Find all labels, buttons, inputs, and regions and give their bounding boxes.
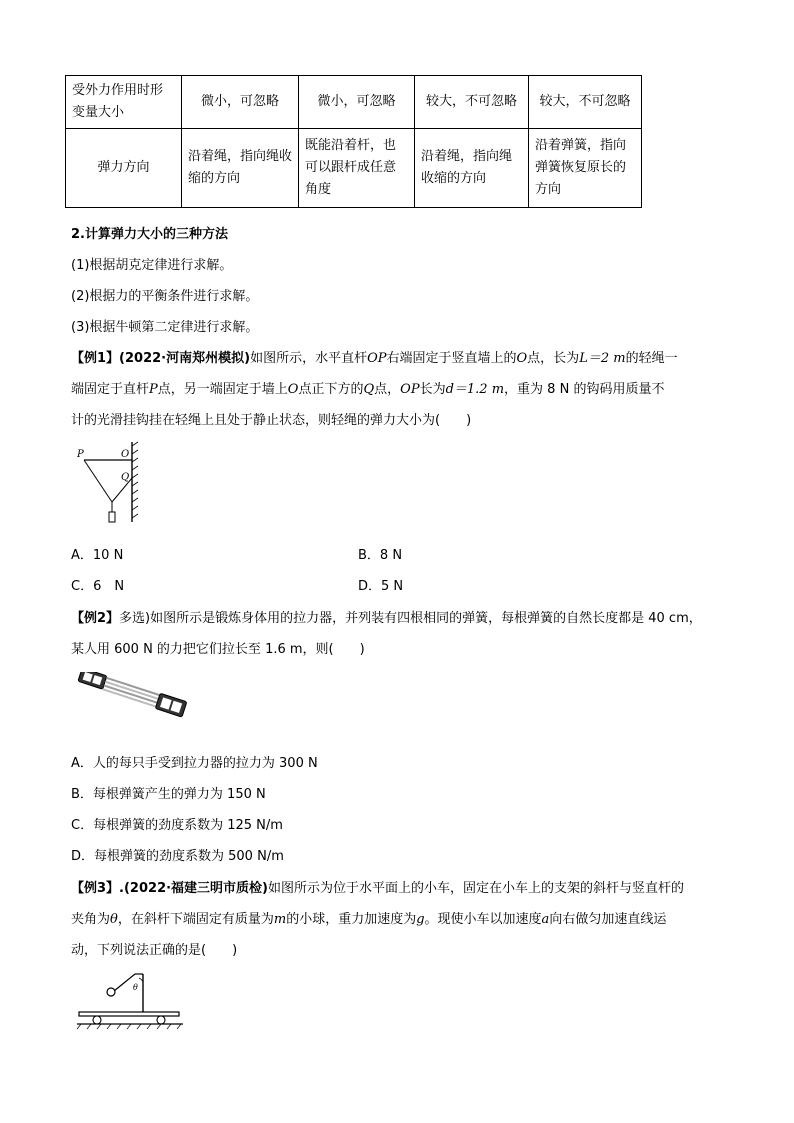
option-b: B．8 N [358, 548, 403, 563]
option-c: C．每根弹簧的劲度系数为 125 N/m [71, 818, 283, 833]
cart-figure [75, 968, 185, 1030]
example-1-line-1 [71, 347, 678, 366]
table-row [66, 76, 642, 129]
text: 的轻绳一 [625, 351, 678, 366]
text: ，重为 8 N 的钩码用质量不 [504, 382, 665, 397]
text: 夹角为 [71, 912, 111, 927]
text: 点，另一端固定于墙上 [157, 382, 288, 397]
symbol: g [416, 912, 425, 927]
label-Q: Q [121, 472, 130, 483]
method-item: (2)根据力的平衡条件进行求解。 [71, 289, 259, 304]
example-source: .(2022·福建三明市质检) [119, 881, 268, 896]
example-tag: 【例3】 [71, 881, 120, 896]
text: 如图所示，水平直杆 [250, 351, 368, 366]
text: 向右做匀加速直线运 [549, 912, 667, 927]
text: 点，长为 [527, 351, 580, 366]
table-row [66, 129, 642, 208]
text: 右端固定于竖直墙上的 [386, 351, 517, 366]
text: ，在斜杆下端固定有质量为 [117, 912, 274, 927]
table-cell: 沿着弹簧，指向弹簧恢复原长的方向 [529, 129, 642, 208]
text: 点正下方的 [298, 382, 364, 397]
symbol: d＝1.2 m [445, 382, 505, 397]
table-cell: 沿着绳，指向绳收缩的方向 [415, 129, 529, 208]
text: 多选)如图所示是锻炼身体用的拉力器，并列装有四根相同的弹簧，每根弹簧的自然长度都是 40 cm， [119, 611, 702, 626]
rope-rod-figure [72, 440, 152, 530]
option-d: D．5 N [358, 579, 404, 594]
label-theta: θ [133, 983, 138, 992]
table-cell: 较大，不可忽略 [529, 76, 642, 129]
example-3-line-1 [71, 877, 684, 896]
text: 端固定于直杆 [71, 382, 150, 397]
example-1-line-3: 计的光滑挂钩挂在轻绳上且处于静止状态，则轻绳的弹力大小为( ) [71, 413, 472, 428]
text: 长为 [419, 382, 446, 397]
comparison-table [65, 75, 642, 208]
row-header-direction: 弹力方向 [66, 129, 182, 208]
example-2-line-1 [71, 607, 702, 626]
symbol: L＝2 m [579, 351, 626, 366]
row-header-deformation: 受外力作用时形变量大小 [66, 76, 182, 129]
option-c: C．6 N [71, 579, 125, 594]
symbol: P [149, 382, 158, 397]
symbol: OP [367, 351, 387, 366]
option-d: D．每根弹簧的劲度系数为 500 N/m [71, 849, 284, 864]
symbol: Q [363, 382, 375, 397]
table-cell: 既能沿着杆，也可以跟杆成任意角度 [299, 129, 415, 208]
label-O: O [121, 449, 130, 460]
option-a: A．10 N [71, 548, 124, 563]
option-a: A．人的每只手受到拉力器的拉力为 300 N [71, 756, 318, 771]
method-item: (3)根据牛顿第二定律进行求解。 [71, 320, 259, 335]
example-3-line-3: 动，下列说法正确的是( ) [71, 943, 238, 958]
symbol: OP [400, 382, 420, 397]
method-item: (1)根据胡克定律进行求解。 [71, 258, 233, 273]
example-3-line-2 [71, 908, 666, 927]
symbol: O [516, 351, 528, 366]
label-P: P [77, 449, 84, 460]
symbol: θ [110, 912, 118, 927]
table-cell: 微小，可忽略 [299, 76, 415, 129]
example-2-line-2: 某人用 600 N 的力把它们拉长至 1.6 m，则( ) [71, 642, 365, 657]
symbol: O [287, 382, 299, 397]
example-tag: 【例2】 [71, 611, 120, 626]
example-1-line-2 [71, 378, 664, 397]
section-title: 2.计算弹力大小的三种方法 [71, 227, 228, 242]
table-cell: 微小，可忽略 [182, 76, 299, 129]
example-tag: 【例1】 [71, 351, 120, 366]
chest-expander-figure [72, 672, 187, 732]
text: 点， [374, 382, 401, 397]
symbol: a [541, 912, 550, 927]
text: 的小球，重力加速度为 [286, 912, 417, 927]
table-cell: 较大，不可忽略 [415, 76, 529, 129]
table-cell: 沿着绳，指向绳收缩的方向 [182, 129, 299, 208]
text: 如图所示为位于水平面上的小车，固定在小车上的支架的斜杆与竖直杆的 [268, 881, 685, 896]
example-source: (2022·河南郑州模拟) [119, 351, 251, 366]
symbol: m [273, 912, 287, 927]
text: 。现使小车以加速度 [424, 912, 542, 927]
option-b: B．每根弹簧产生的弹力为 150 N [71, 787, 266, 802]
